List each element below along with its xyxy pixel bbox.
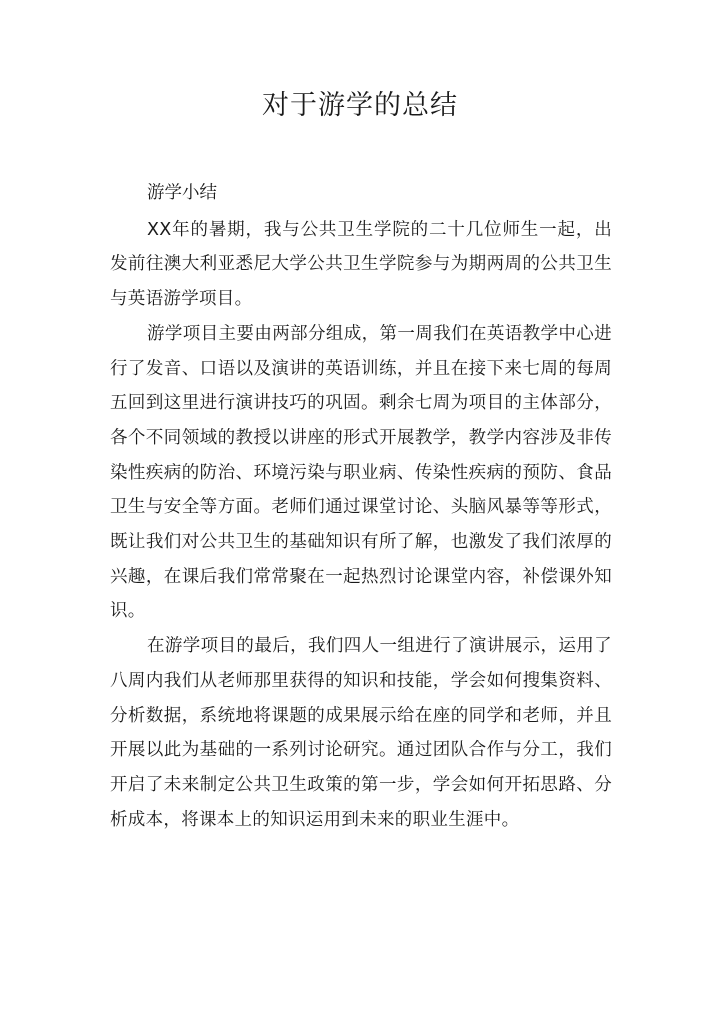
paragraph-2: 游学项目主要由两部分组成，第一周我们在英语教学中心进行了发音、口语以及演讲的英语训练，并且在接下来七周的每周五回到这里进行演讲技巧的巩固。剩余七周为项目的主体部分，各个不同领域的教授以讲座的形式开展教学，教学内容涉及非传染性疾病的防治、环境污染与职业病、传染性疾病的预防、食品卫生与安全等方面。老师们通过课堂讨论、头脑风暴等等形式，既让我们对公共卫生的基础知识有所了解，也激发了我们浓厚的兴趣，在课后我们常常聚在一起热烈讨论课堂内容，补偿课外知识。: [110, 323, 612, 622]
paragraph-1: XX年的暑期，我与公共卫生学院的二十几位师生一起，出发前往澳大利亚悉尼大学公共卫生学院参与为期两周的公共卫生与英语游学项目。: [110, 219, 612, 310]
section-subtitle: 游学小结: [147, 183, 217, 203]
document-title: 对于游学的总结: [262, 90, 458, 121]
paragraph-3: 在游学项目的最后，我们四人一组进行了演讲展示，运用了八周内我们从老师那里获得的知识和技能，学会如何搜集资料、分析数据，系统地将课题的成果展示给在座的同学和老师，并且开展以此为基础的一系列讨论研究。通过团队合作与分工，我们开启了未来制定公共卫生政策的第一步，学会如何开拓思路、分析成本，将课本上的知识运用到未来的职业生涯中。: [110, 636, 612, 830]
document-body: [110, 176, 612, 837]
